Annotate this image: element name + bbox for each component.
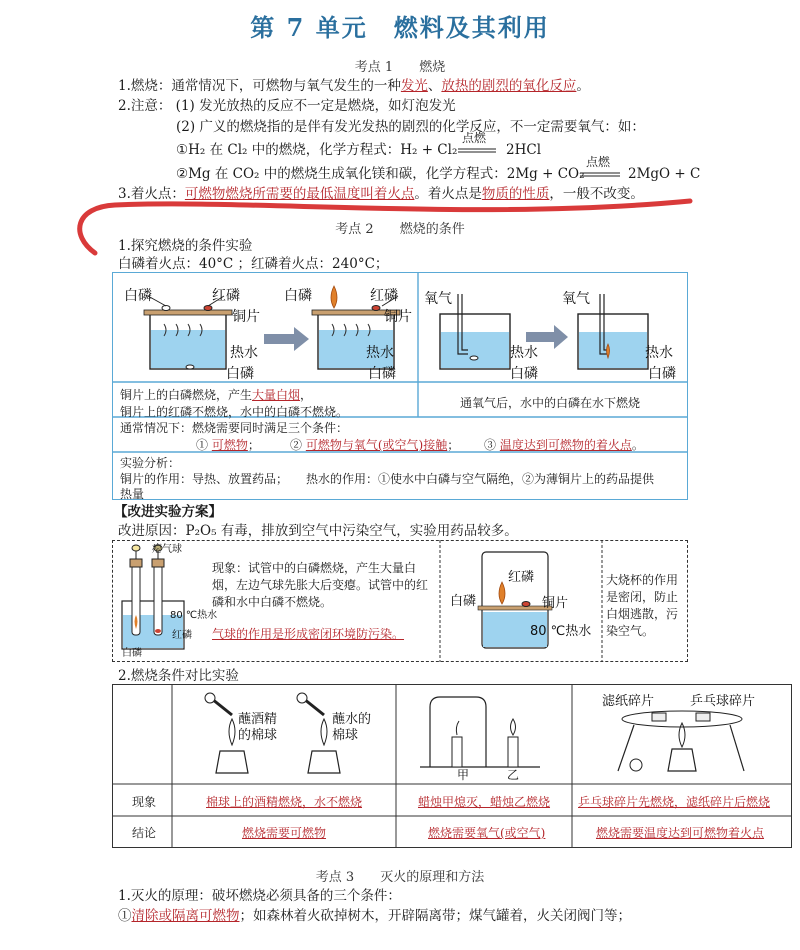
compare-head: 2.燃烧条件对比实验: [118, 668, 239, 684]
equation-arrow: [580, 172, 624, 178]
page-title: 第 7 单元 燃料及其利用: [250, 13, 550, 42]
label-pingpong: 乒乓球碎片: [690, 694, 756, 709]
s3-line2: ①清除或隔离可燃物；如森林着火砍掉树木，开辟隔离带；煤气罐着，火关闭阀门等；: [118, 908, 631, 924]
cell-phenomenon-1: 铜片上的白磷燃烧，产生大量白烟， 铜片上的红磷不燃烧，水中的白磷不燃烧。: [120, 388, 349, 419]
s1-line5: ②Mg 在 CO₂ 中的燃烧生成氧化镁和碳，化学方程式：2Mg + CO₂: [176, 166, 585, 182]
big-beaker-role: 大烧杯的作用是密闭，防止白烟逃散，污染空气。: [606, 573, 679, 638]
improve-head: 【改进实验方案】: [114, 504, 222, 520]
fig-label-hot-water-3: 热水: [510, 345, 538, 361]
section2-head: 考点 2 燃烧的条件: [335, 222, 465, 237]
label-red-p: 红磷: [172, 630, 192, 641]
phenomenon-2: 蜡烛甲熄灭，蜡烛乙燃烧: [418, 795, 551, 809]
fig-label-red-p-2: 红磷: [370, 288, 398, 304]
fig-label-red-p: 红磷: [212, 288, 240, 304]
label-candle-jia: 甲: [457, 768, 470, 782]
fig-label-hot-water: 热水: [230, 345, 258, 361]
section3-head: 考点 3 灭火的原理和方法: [315, 870, 485, 885]
conclusion-2: 燃烧需要氧气(或空气): [428, 826, 546, 840]
label-alcohol-cotton: 蘸酒精的棉球: [238, 712, 278, 743]
s2-line2: 白磷着火点：40°C ；红磷着火点：240°C；: [118, 256, 389, 272]
s1-line5-prod: 2MgO + C: [628, 166, 701, 182]
fig-label-oxygen-2: 氧气: [562, 291, 590, 307]
s1-line4-cond: 点燃: [462, 131, 487, 145]
fig-label-hot-water-2: 热水: [366, 345, 394, 361]
s1-line2: 2.注意： (1) 发光放热的反应不一定是燃烧，如灯泡发光: [118, 98, 456, 114]
fig-label-white-p-3: 白磷: [510, 366, 538, 382]
label-white-p: 白磷: [122, 648, 142, 659]
section1-head: 考点 1 燃烧: [354, 60, 446, 75]
condition-3: ③ 温度达到可燃物的着火点。: [484, 438, 644, 452]
s1-line5-cond: 点燃: [586, 155, 611, 169]
candle-figure: [400, 685, 570, 783]
condition-1: ① 可燃物；: [196, 438, 260, 452]
label-hot80b: 80 ℃热水: [530, 624, 592, 639]
s1-line4: ①H₂ 在 Cl₂ 中的燃烧，化学方程式：H₂ + Cl₂: [176, 142, 458, 158]
label-water-cotton: 蘸水的棉球: [332, 712, 372, 743]
label-hot80: 80 ℃热水: [170, 610, 218, 621]
s2-line1: 1.探究燃烧的条件实验: [118, 238, 253, 254]
label-filter-paper: 滤纸碎片: [602, 694, 655, 709]
fig-label-white-p-water-2: 白磷: [368, 366, 396, 382]
s1-line4-prod: 2HCl: [506, 142, 542, 158]
equation-arrow: [458, 148, 498, 154]
fig-label-hot-water-4: 热水: [645, 345, 673, 361]
fig-label-white-p-4: 白磷: [648, 366, 676, 382]
fig-label-copper: 铜片: [232, 309, 260, 325]
conclusion-3: 燃烧需要温度达到可燃物着火点: [596, 826, 765, 840]
fig-label-copper-2: 铜片: [384, 309, 412, 325]
label-white-p-2: 白磷: [450, 594, 477, 609]
cell-phenomenon-2: 通氧气后，水中的白磷在水下燃烧: [460, 396, 641, 410]
s3-line1: 1.灭火的原理：破坏燃烧必须具备的三个条件：: [118, 888, 401, 904]
conditions-intro: 通常情况下：燃烧需要同时满足三个条件：: [120, 421, 349, 435]
label-red-p-2: 红磷: [508, 570, 535, 585]
s1-line3: (2) 广义的燃烧指的是伴有发光发热的剧烈的化学反应，不一定需要氧气：如：: [176, 119, 645, 135]
conclusion-1: 燃烧需要可燃物: [242, 826, 327, 840]
analysis-1: 实验分析：: [120, 456, 181, 470]
phenomenon-1: 棉球上的酒精燃烧，水不燃烧: [206, 795, 363, 809]
row-phenomenon-label: 现象: [132, 795, 157, 809]
row-conclusion-label: 结论: [132, 826, 157, 840]
improved-phenomenon: 现象：试管中的白磷燃烧，产生大量白烟，左边气球先胀大后变瘪。试管中的红磷和水中白磷不燃烧。: [212, 561, 429, 609]
condition-2: ② 可燃物与氧气(或空气)接触；: [290, 438, 460, 452]
fig-label-white-p-2: 白磷: [284, 288, 312, 304]
analysis-2: 铜片的作用：导热、放置药品； 热水的作用：①使水中白磷与空气隔绝，②为薄铜片上的药品提供: [120, 472, 655, 486]
phenomenon-3: 乒乓球碎片先燃烧，滤纸碎片后燃烧: [578, 795, 771, 809]
label-copper-2: 铜片: [542, 596, 569, 611]
improve-reason: 改进原因：P₂O₅ 有毒，排放到空气中污染空气，实验用药品较多。: [118, 523, 518, 539]
s1-line6: 3.着火点：可燃物燃烧所需要的最低温度叫着火点。着火点是物质的性质，一般不改变。: [118, 186, 644, 202]
label-candle-yi: 乙: [507, 768, 520, 782]
label-balloon: 瘪气球: [152, 544, 182, 555]
s1-line1: 1.燃烧：通常情况下，可燃物与氧气发生的一种发光、放热的剧烈的氧化反应。: [118, 78, 590, 94]
fig-label-oxygen: 氧气: [424, 291, 452, 307]
improved-balloon-role: 气球的作用是形成密闭环境防污染。: [212, 627, 405, 641]
fig-label-white-p: 白磷: [124, 288, 152, 304]
analysis-3: 热量: [120, 487, 145, 501]
fig-label-white-p-water: 白磷: [226, 366, 254, 382]
